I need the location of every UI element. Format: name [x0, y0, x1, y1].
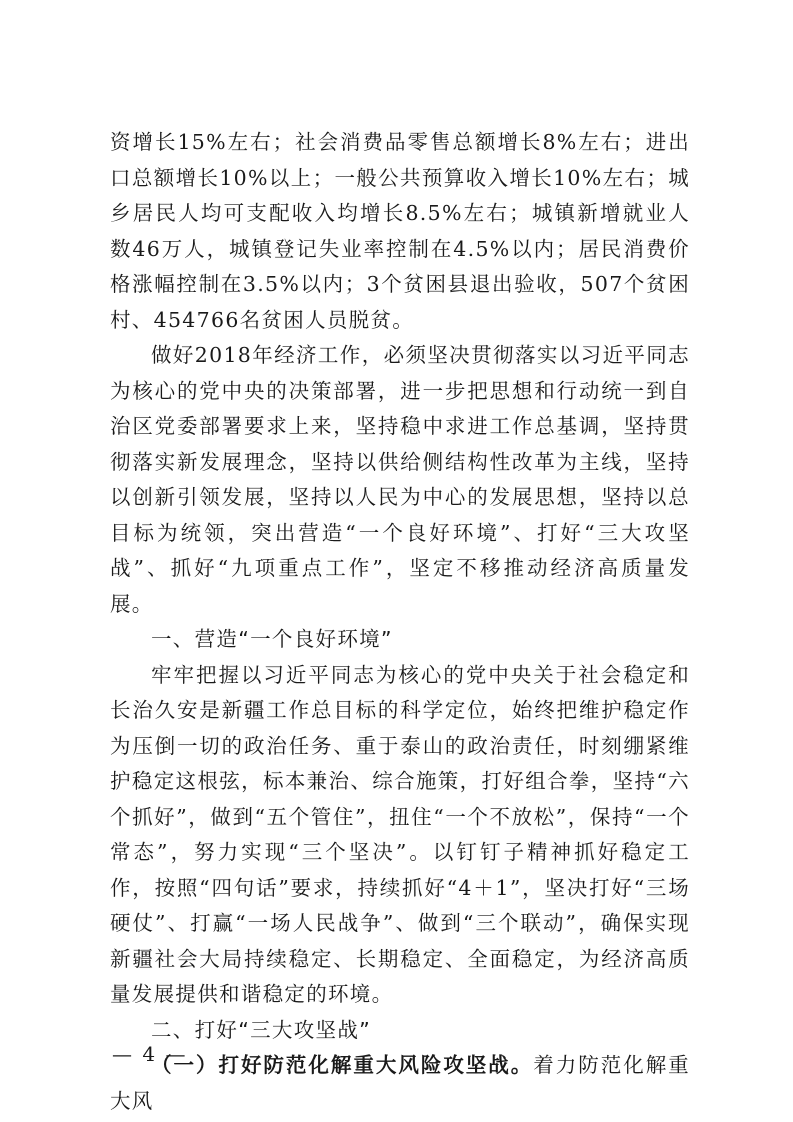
page-number: — 4 — [112, 1042, 188, 1066]
paragraph-risk [110, 1048, 690, 1119]
paragraph-risk-text: 着力防范化解重大风 [110, 1053, 690, 1113]
paragraph-targets: 资增长15%左右；社会消费品零售总额增长8%左右；进出口总额增长10%以上；一般公共预算收入增长10%左右；城乡居民人均可支配收入均增长8.5%左右；城镇新增就业人数46万人，城镇登记失业率控制在4.5%以内；居民消费价格涨幅控制在3.5%以内；3个贫困县退出验收，507个贫困村、454766名贫困人员脱贫。 [110, 130, 690, 332]
document-body [110, 125, 690, 1119]
paragraph-stability: 牢牢把握以习近平同志为核心的党中央关于社会稳定和长治久安是新疆工作总目标的科学定位，始终把维护稳定作为压倒一切的政治任务、重于泰山的政治责任，时刻绷紧维护稳定这根弦，标本兼治、综合施策，打好组合拳，坚持“六个抓好”，做到“五个管住”，扭住“一个不放松”，保持“一个常态”，努力实现“三个坚决”。以钉钉子精神抓好稳定工作，按照“四句话”要求，持续抓好“4＋1”，坚决打好“三场硬仗”、打赢“一场人民战争”、做到“三个联动”，确保实现新疆社会大局持续稳定、长期稳定、全面稳定，为经济高质量发展提供和谐稳定的环境。 [110, 662, 690, 1006]
section-heading-2: 二、打好“三大攻坚战” [151, 1017, 372, 1042]
section-heading-1: 一、营造“一个良好环境” [151, 627, 393, 651]
paragraph-economic-work: 做好2018年经济工作，必须坚决贯彻落实以习近平同志为核心的党中央的决策部署，进一步把思想和行动统一到自治区党委部署要求上来，坚持稳中求进工作总基调，坚持贯彻落实新发展理念，坚持以供给侧结构性改革为主线，坚持以创新引领发展，坚持以人民为中心的发展思想，坚持以总目标为统领，突出营造“一个良好环境”、打好“三大攻坚战”、抓好“九项重点工作”，坚定不移推动经济高质量发展。 [110, 343, 690, 616]
sub-heading-risk: （一）打好防范化解重大风险攻坚战。 [151, 1053, 534, 1077]
